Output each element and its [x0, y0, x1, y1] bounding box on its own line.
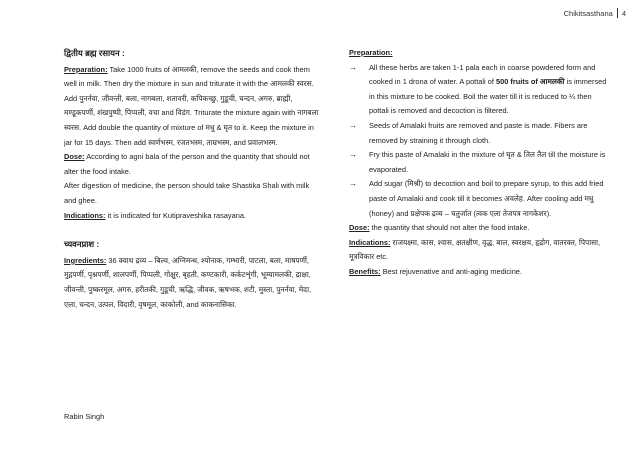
- right-indications-text: राजयक्ष्मा, कास, श्वास, क्षतक्षीण, वृद्ध, बाल, स्वरक्षय, हृद्रोग, वातरक्त, पिपासा, मूत्रविकार etc.: [349, 237, 601, 262]
- arrow-icon: →: [349, 62, 357, 72]
- ingredients-paragraph: [64, 254, 322, 312]
- benefits-paragraph: [349, 265, 611, 280]
- ingredients-label: Ingredients:: [64, 255, 107, 265]
- page-number: 4: [621, 8, 626, 18]
- ingredients-text: 36 क्वाथ द्रव्य – बिल्व, अग्निमन्थ, श्योनाक, गम्भारी, पाटला, बला, माषपर्णी, मुद्गपर्णी, पृश्नपर्णी, शालपर्णी, पिप्पली, गोक्षुर, बृहती, कण्टकारी, कर्कटशृंगी, भूम्यामलकी, द्राक्षा, जीवन्ती, पुष्करमूल, अगरु, हरीतकी, गुडूची, ऋद्धि, जीवक, ऋषभक, शटी, मुस्ता, पुनर्नवा, मेदा, एला, चन्दन, उत्पल, विदारी, वृषमूल, काकोली, and काकनासिका.: [64, 255, 312, 309]
- step-emphasis: 500 fruits of आमलकी: [495, 77, 565, 87]
- preparation-steps-list: [349, 61, 611, 222]
- step-text: Fry this paste of Amalaki in the mixture of घृत & तिल तैल till the moisture is evaporated.: [369, 150, 606, 174]
- header-divider: [617, 8, 618, 18]
- page-header: [564, 8, 626, 18]
- footer-author: Rabin Singh: [64, 412, 105, 421]
- arrow-icon: →: [349, 179, 357, 189]
- arrow-icon: →: [349, 150, 357, 160]
- right-dose-text: the quantity that should not alter the food intake.: [371, 223, 530, 233]
- preparation-label: Preparation:: [64, 64, 108, 74]
- section-title-chyavanprash: च्यवनप्राश :: [64, 239, 100, 250]
- chapter-name: Chikitsasthana: [563, 8, 613, 18]
- step-text: is immersed in this mixture to be cooked. Boil the water till it is reduced to ¼ then pottali is removed and decoction is filtered.: [369, 77, 607, 116]
- right-indications-label: Indications:: [349, 237, 391, 247]
- right-column: [349, 46, 611, 280]
- right-preparation-label: Preparation:: [349, 48, 393, 57]
- right-indications-paragraph: [349, 236, 611, 265]
- indications-label: Indications:: [64, 210, 106, 220]
- section-title-brahma-rasayana: द्वितीय ब्रह्म रसायन :: [64, 48, 125, 58]
- step-text: All these herbs are taken 1-1 pala each in coarse powdered form and cooked in 1 drona of water. A pottali of: [369, 62, 596, 87]
- indications-paragraph: [64, 209, 322, 224]
- section-gap: [64, 223, 322, 237]
- list-item: [349, 61, 611, 119]
- left-column: [64, 46, 322, 312]
- right-dose-label: Dose:: [349, 223, 370, 233]
- after-digestion-paragraph: After digestion of medicine, the person should take Shastika Shali with milk and ghee.: [64, 181, 310, 205]
- dose-label: Dose:: [64, 152, 85, 162]
- list-item: [349, 148, 611, 177]
- right-dose-paragraph: [349, 221, 611, 236]
- arrow-icon: →: [349, 120, 357, 130]
- indications-text: it is indicated for Kutipraveshika rasayana.: [107, 210, 246, 220]
- list-item: [349, 119, 611, 148]
- dose-text: According to agni bala of the person and the quantity that should not alter the food intake.: [64, 152, 310, 176]
- list-item: [349, 177, 611, 221]
- preparation-paragraph: [64, 63, 322, 151]
- step-text: Add sugar (मिश्री) to decoction and boil to prepare syrup, to this add fried paste of Amalaki and cook till it becomes अवलेह. After cooling add मधु (honey) and प्रक्षेपक द्रव्य – चतुर्जात (त्वक एला तेजपत्र नागकेशर).: [369, 179, 604, 218]
- benefits-label: Benefits:: [349, 266, 381, 276]
- benefits-text: Best rejuvenative and anti-aging medicine.: [382, 266, 522, 276]
- dose-paragraph: [64, 150, 322, 179]
- preparation-text: Take 1000 fruits of आमलकी, remove the seeds and cook them well in milk. Then dry the mixture in sun and triturate it with the आमलकी स्वरस. Add पुनर्नवा, जीवन्ती, बला, नागबला, शतावरी, कपिकच्छु, गुडूची, चन्दन, अगरु, ब्राह्मी, मण्डूकपर्णी, शंखपुष्पी, पिप्पली, वचा and विडंग. Triturate the mixture again with नागबला स्वरस. Add double the quantity of mixture of मधु & घृत to it. Keep the mixture in jar for 15 days. Then add स्वर्णभस्म, रजतभस्म, ताम्रभस्म, and प्रवालभस्म.: [64, 64, 319, 147]
- step-text: Seeds of Amalaki fruits are removed and paste is made. Fibers are removed by straining it through cloth.: [369, 120, 588, 145]
